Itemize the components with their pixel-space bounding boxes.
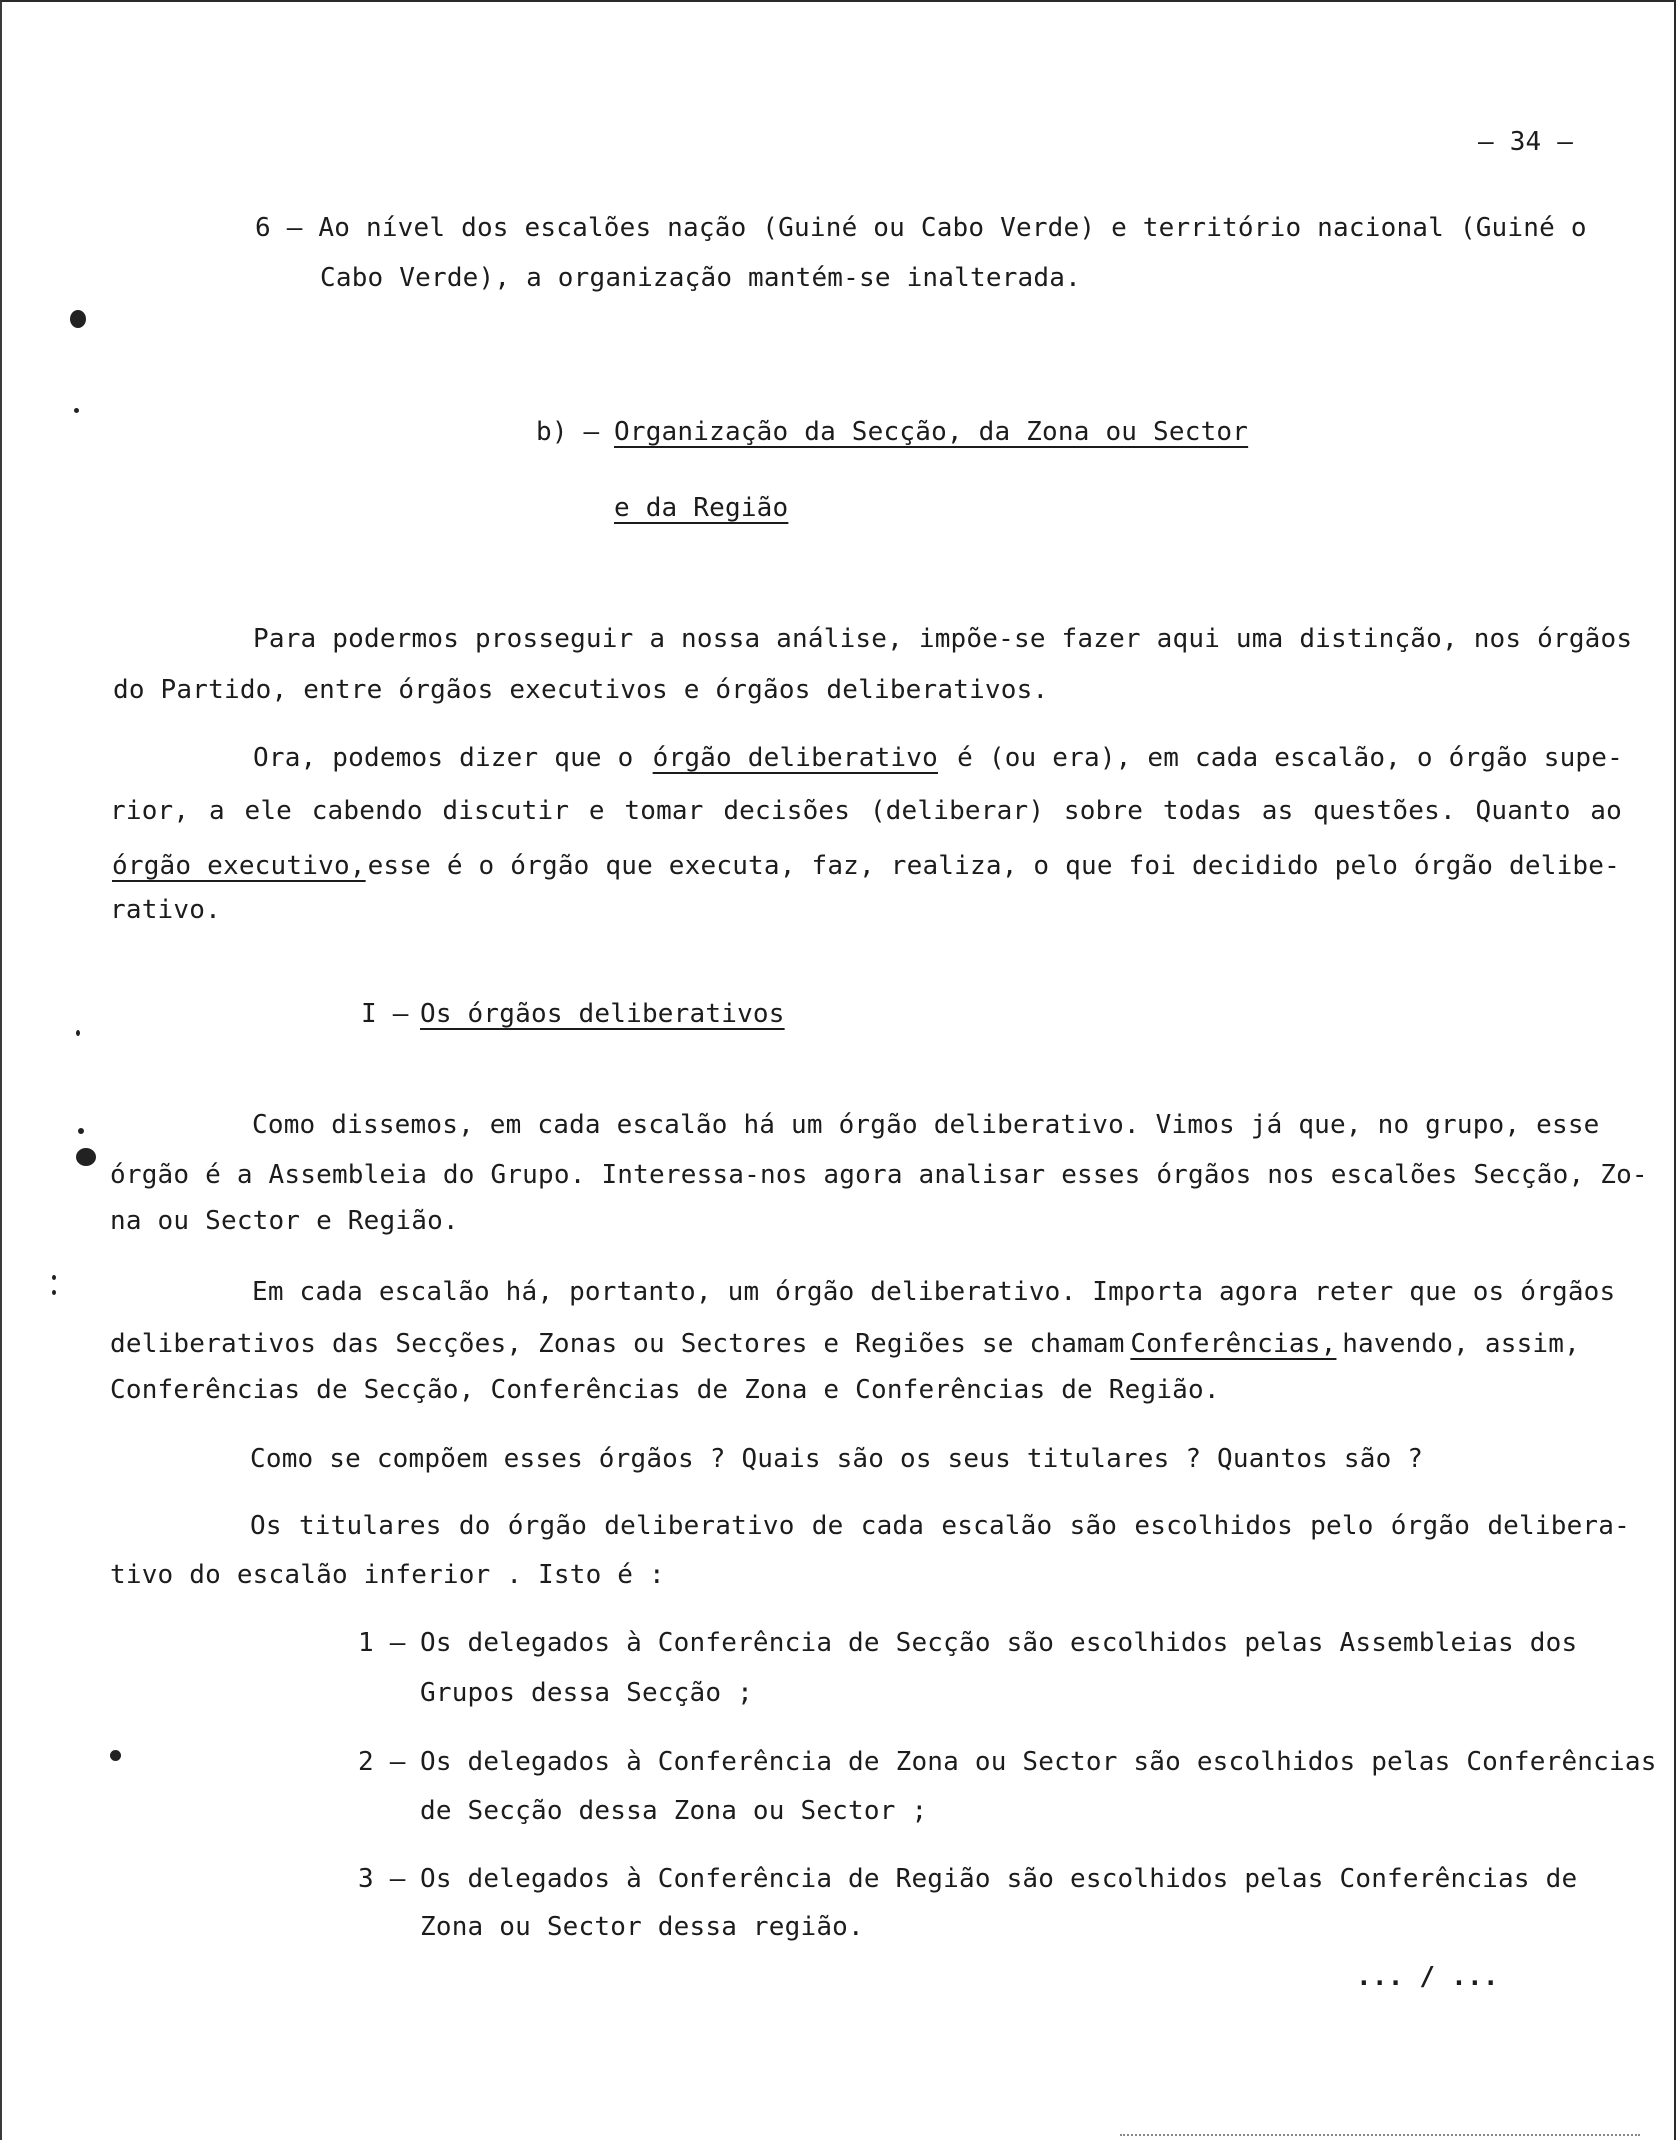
para-6-line-1: Os titulares do órgão deliberativo de cada escalão são escolhidos pelo órgão delibera- bbox=[250, 1511, 1630, 1541]
list-item-3-number: 3 – bbox=[358, 1864, 406, 1894]
scan-speck bbox=[78, 1128, 84, 1134]
section-i-label: I – bbox=[361, 999, 409, 1029]
para-2-line-1-pre: Ora, podemos dizer que o bbox=[253, 743, 634, 773]
para-5-line-1: Como se compõem esses órgãos ? Quais são os seus titulares ? Quantos são ? bbox=[250, 1444, 1424, 1474]
scan-speck bbox=[76, 1148, 96, 1166]
section-b-label: b) – bbox=[536, 417, 600, 447]
list-item-1-line-2: Grupos dessa Secção ; bbox=[420, 1678, 753, 1708]
scan-speck bbox=[52, 1275, 56, 1280]
list-item-2-line-1: Os delegados à Conferência de Zona ou Sector são escolhidos pelas Conferências bbox=[420, 1747, 1657, 1777]
para-1-line-2: do Partido, entre órgãos executivos e órgãos deliberativos. bbox=[113, 675, 1049, 705]
term-conferencias: Conferências, bbox=[1130, 1329, 1337, 1359]
para-2-line-1 bbox=[253, 743, 1623, 773]
item-6-line-1: 6 – Ao nível dos escalões nação (Guiné ou Cabo Verde) e território nacional (Guiné o bbox=[255, 213, 1587, 243]
term-orgao-executivo: órgão executivo, bbox=[112, 851, 366, 881]
list-item-3-line-1: Os delegados à Conferência de Região são escolhidos pelas Conferências de bbox=[420, 1864, 1578, 1894]
scan-speck bbox=[76, 1030, 80, 1036]
list-item-2-number: 2 – bbox=[358, 1747, 406, 1777]
scan-speck bbox=[70, 310, 86, 328]
para-3-line-1: Como dissemos, em cada escalão há um órgão deliberativo. Vimos já que, no grupo, esse bbox=[252, 1110, 1600, 1140]
scan-speck bbox=[74, 408, 79, 413]
para-3-line-3: na ou Sector e Região. bbox=[110, 1206, 459, 1236]
para-4-line-2-post: havendo, assim, bbox=[1342, 1329, 1580, 1359]
list-item-1-line-1: Os delegados à Conferência de Secção são escolhidos pelas Assembleias dos bbox=[420, 1628, 1578, 1658]
list-item-3-line-2: Zona ou Sector dessa região. bbox=[420, 1912, 864, 1942]
scan-speck bbox=[110, 1750, 121, 1761]
list-item-1-number: 1 – bbox=[358, 1628, 406, 1658]
scan-speck bbox=[52, 1290, 56, 1295]
para-2-line-1-post: é (ou era), em cada escalão, o órgão supe- bbox=[957, 743, 1623, 773]
item-6-line-2: Cabo Verde), a organização mantém-se inalterada. bbox=[320, 263, 1081, 293]
para-4-line-2 bbox=[110, 1329, 1580, 1359]
bottom-edge-dots bbox=[1120, 2130, 1640, 2136]
para-6-line-2: tivo do escalão inferior . Isto é : bbox=[110, 1560, 665, 1590]
para-3-line-2: órgão é a Assembleia do Grupo. Interessa-nos agora analisar esses órgãos nos escalões Secção, Zo- bbox=[110, 1160, 1648, 1190]
continuation-mark: ... / ... bbox=[1356, 1962, 1499, 1992]
para-2-line-2: rior, a ele cabendo discutir e tomar decisões (deliberar) sobre todas as questões. Quanto ao bbox=[110, 796, 1622, 826]
list-item-2-line-2: de Secção dessa Zona ou Sector ; bbox=[420, 1796, 928, 1826]
page-number: – 34 – bbox=[1478, 127, 1574, 157]
para-1-line-1: Para podermos prosseguir a nossa análise, impõe-se fazer aqui uma distinção, nos órgãos bbox=[253, 624, 1633, 654]
section-b-title-line-1: Organização da Secção, da Zona ou Sector bbox=[614, 417, 1249, 447]
para-4-line-2-pre: deliberativos das Secções, Zonas ou Sectores e Regiões se chamam bbox=[110, 1329, 1125, 1359]
section-i-title: Os órgãos deliberativos bbox=[420, 999, 785, 1029]
para-2-line-3-post: esse é o órgão que executa, faz, realiza, o que foi decidido pelo órgão delibe- bbox=[367, 851, 1620, 881]
para-2-line-4: rativo. bbox=[110, 895, 221, 925]
para-2-line-3 bbox=[112, 851, 1620, 881]
para-4-line-3: Conferências de Secção, Conferências de Zona e Conferências de Região. bbox=[110, 1375, 1220, 1405]
term-orgao-deliberativo: órgão deliberativo bbox=[652, 743, 938, 773]
para-4-line-1: Em cada escalão há, portanto, um órgão deliberativo. Importa agora reter que os órgãos bbox=[252, 1277, 1616, 1307]
section-b-title-line-2: e da Região bbox=[614, 493, 789, 523]
